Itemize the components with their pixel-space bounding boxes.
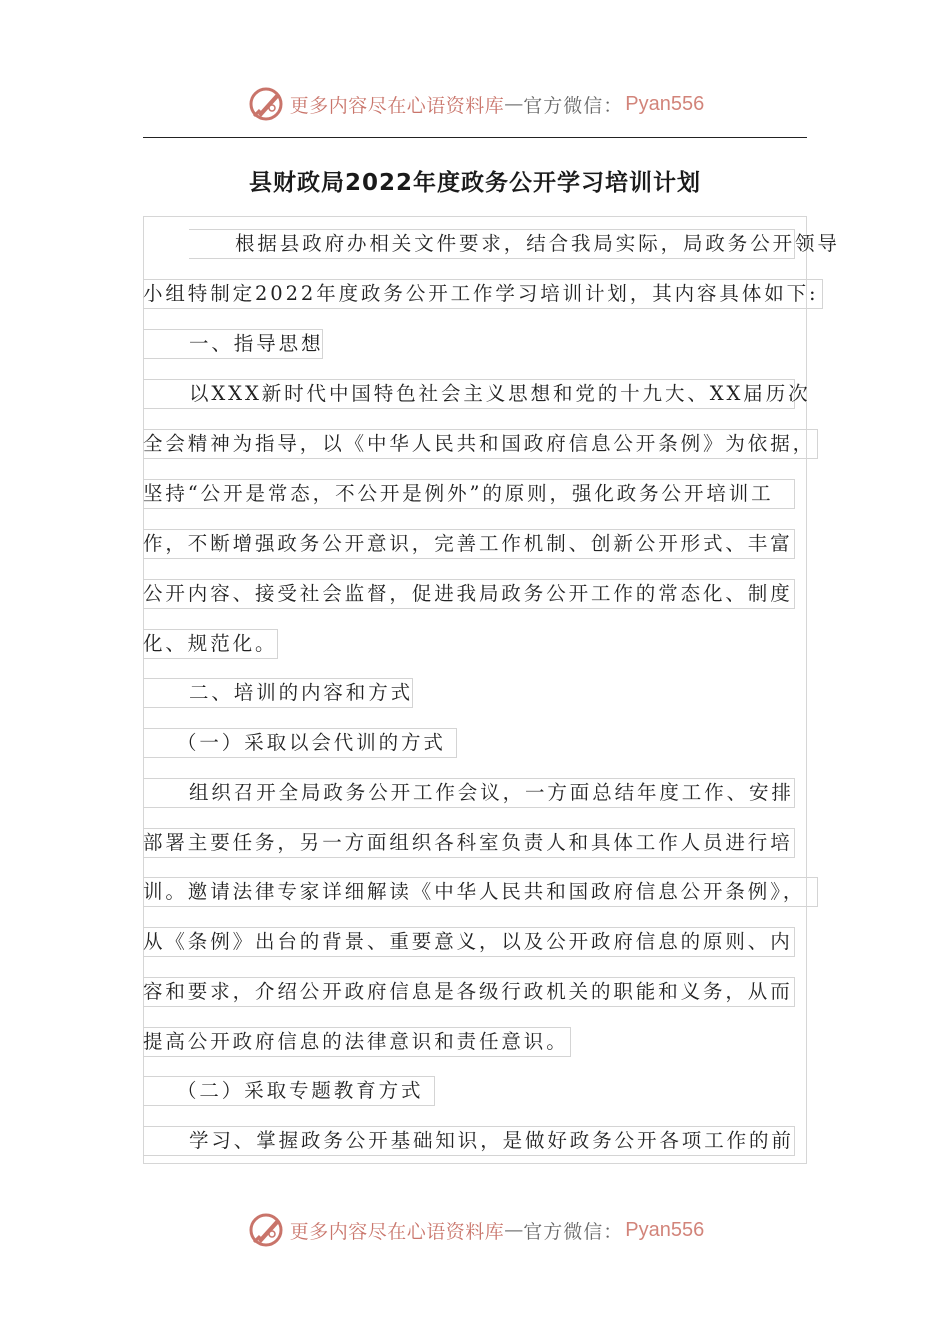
body-line: 训。邀请法律专家详细解读《中华人民共和国政府信息公开条例》， <box>143 877 818 907</box>
body-line: 作，不断增强政务公开意识，完善工作机制、创新公开形式、丰富 <box>143 529 795 559</box>
logo-icon <box>246 84 286 124</box>
banner-wechat-id: Pyan556 <box>625 92 705 115</box>
section-heading: 二、培训的内容和方式 <box>143 678 413 708</box>
body-line: 坚持“公开是常态，不公开是例外”的原则，强化政务公开培训工 <box>143 479 795 509</box>
body-line: 组织召开全局政务公开工作会议，一方面总结年度工作、安排 <box>143 778 795 808</box>
body-line: 从《条例》出台的背景、重要意义，以及公开政府信息的原则、内 <box>143 927 795 957</box>
banner-separator: — <box>504 93 524 115</box>
section-heading: 一、指导思想 <box>143 329 323 359</box>
banner-wechat-label: 官方微信： <box>523 94 624 117</box>
subsection-heading: （一）采取以会代训的方式 <box>143 728 457 758</box>
body-line: 全会精神为指导，以《中华人民共和国政府信息公开条例》为依据， <box>143 429 818 459</box>
body-line: 部署主要任务，另一方面组织各科室负责人和具体工作人员进行培 <box>143 828 795 858</box>
header-banner <box>0 80 950 128</box>
banner-separator: — <box>504 1219 524 1241</box>
body-line: 公开内容、接受社会监督，促进我局政务公开工作的常态化、制度 <box>143 579 795 609</box>
body-line: 以XXX新时代中国特色社会主义思想和党的十九大、XX届历次 <box>143 379 795 409</box>
body-line: 小组特制定2022年度政务公开工作学习培训计划，其内容具体如下: <box>143 279 823 309</box>
banner-wechat-label: 官方微信： <box>523 1220 624 1243</box>
body-line: 学习、掌握政务公开基础知识，是做好政务公开各项工作的前 <box>143 1126 795 1156</box>
banner-text: 更多内容尽在心语资料库 <box>289 94 505 117</box>
banner-wechat-id: Pyan556 <box>625 1218 705 1241</box>
logo-icon <box>246 1210 286 1250</box>
document-title: 县财政局2022年度政务公开学习培训计划 <box>248 170 701 196</box>
body-line: 化、规范化。 <box>143 629 278 659</box>
body-line: 容和要求，介绍公开政府信息是各级行政机关的职能和义务，从而 <box>143 977 795 1007</box>
body-line: 根据县政府办相关文件要求，结合我局实际，局政务公开领导 <box>189 229 795 259</box>
body-line: 提高公开政府信息的法律意识和责任意识。 <box>143 1027 571 1057</box>
banner-text: 更多内容尽在心语资料库 <box>289 1220 505 1243</box>
footer-banner <box>0 1206 950 1254</box>
header-divider <box>143 137 807 138</box>
subsection-heading: （二）采取专题教育方式 <box>143 1076 435 1106</box>
